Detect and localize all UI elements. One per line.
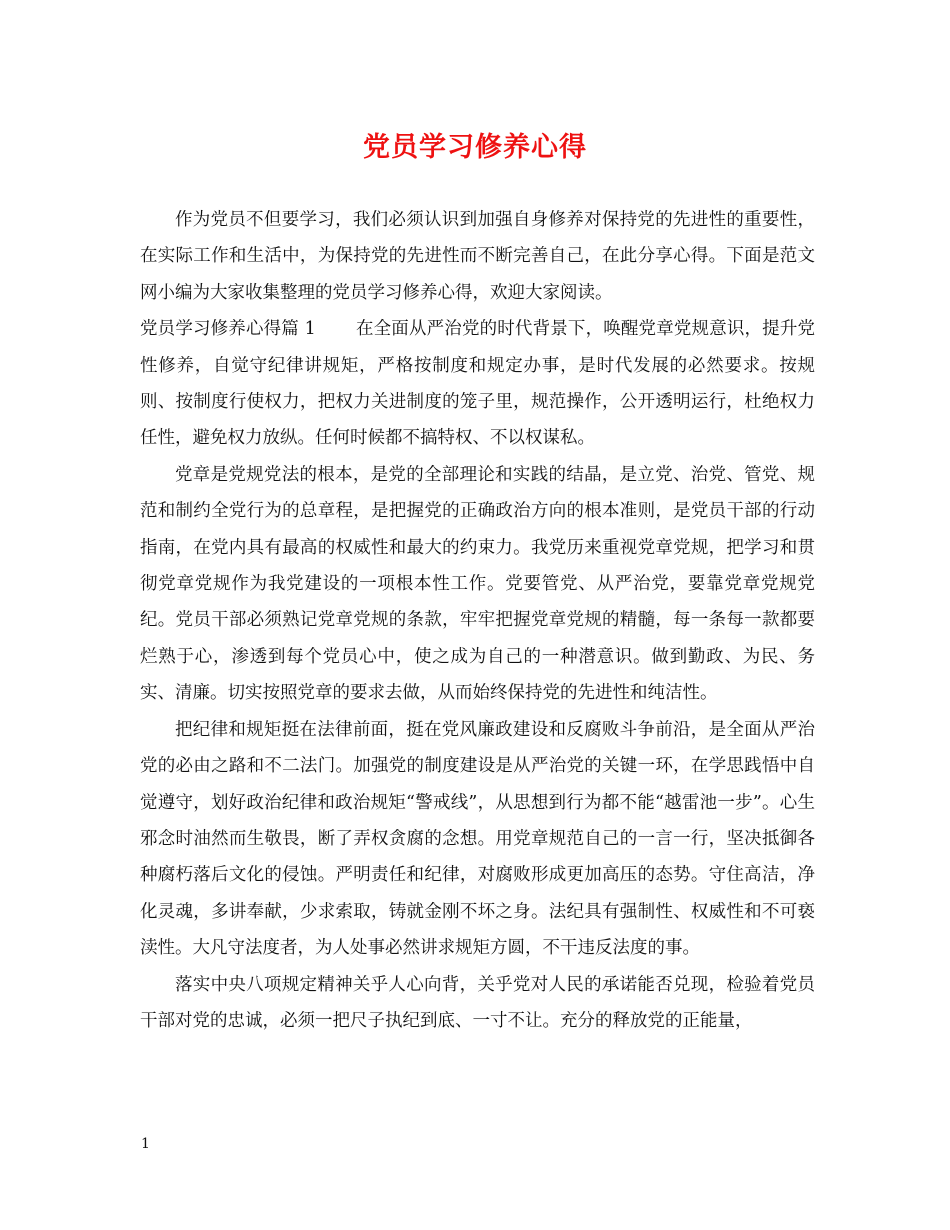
body-paragraph: 党章是党规党法的根本，是党的全部理论和实践的结晶，是立党、治党、管党、规范和制约全党行为的总章程，是把握党的正确政治方向的根本准则，是党员干部的行动指南，在党内具有最高的权威性和最大的约束力。我党历来重视党章党规，把学习和贯彻党章党规作为我党建设的一项根本性工作。党要管党、从严治党，要靠党章党规党纪。党员干部必须熟记党章党规的条款，牢牢把握党章党规的精髓，每一条每一款都要烂熟于心，渗透到每个党员心中，使之成为自己的一种潜意识。做到勤政、为民、务实、清廉。切实按照党章的要求去做，从而始终保持党的先进性和纯洁性。 xyxy=(140,464,815,704)
section-paragraph xyxy=(140,311,815,457)
body-paragraph: 把纪律和规矩挺在法律前面，挺在党风廉政建设和反腐败斗争前沿，是全面从严治党的必由之路和不二法门。加强党的制度建设是从严治党的关键一环，在学思践悟中自觉遵守，划好政治纪律和政治规矩“警戒线”，从思想到行为都不能“越雷池一步”。心生邪念时油然而生敬畏，断了弄权贪腐的念想。用党章规范自己的一言一行，坚决抵御各种腐朽落后文化的侵蚀。严明责任和纪律，对腐败形成更加高压的态势。守住高洁，净化灵魂，多讲奉献，少求索取，铸就金刚不坏之身。法纪具有强制性、权威性和不可亵渎性。大凡守法度者，为人处事必然讲求规矩方圆，不干违反法度的事。 xyxy=(140,719,815,959)
section-heading: 党员学习修养心得篇 1 xyxy=(140,319,316,340)
intro-paragraph: 作为党员不但要学习，我们必须认识到加强自身修养对保持党的先进性的重要性，在实际工作和生活中，为保持党的先进性而不断完善自己，在此分享心得。下面是范文网小编为大家收集整理的党员学习修养心得，欢迎大家阅读。 xyxy=(140,210,815,303)
document-title: 党员学习修养心得 xyxy=(363,132,587,163)
section-first-text: 在全面从严治党的时代背景下，唤醒党章党规意识，提升党性修养，自觉守纪律讲规矩，严格按制度和规定办事，是时代发展的必然要求。按规则、按制度行使权力，把权力关进制度的笼子里，规范操作，公开透明运行，杜绝权力任性，避免权力放纵。任何时候都不搞特权、不以权谋私。 xyxy=(140,319,815,449)
page-number: 1 xyxy=(141,1136,150,1152)
body-paragraph: 落实中央八项规定精神关乎人心向背，关乎党对人民的承诺能否兑现，检验着党员干部对党的忠诚，必须一把尺子执纪到底、一寸不让。充分的释放党的正能量， xyxy=(140,974,815,1031)
document-body xyxy=(140,202,815,1039)
